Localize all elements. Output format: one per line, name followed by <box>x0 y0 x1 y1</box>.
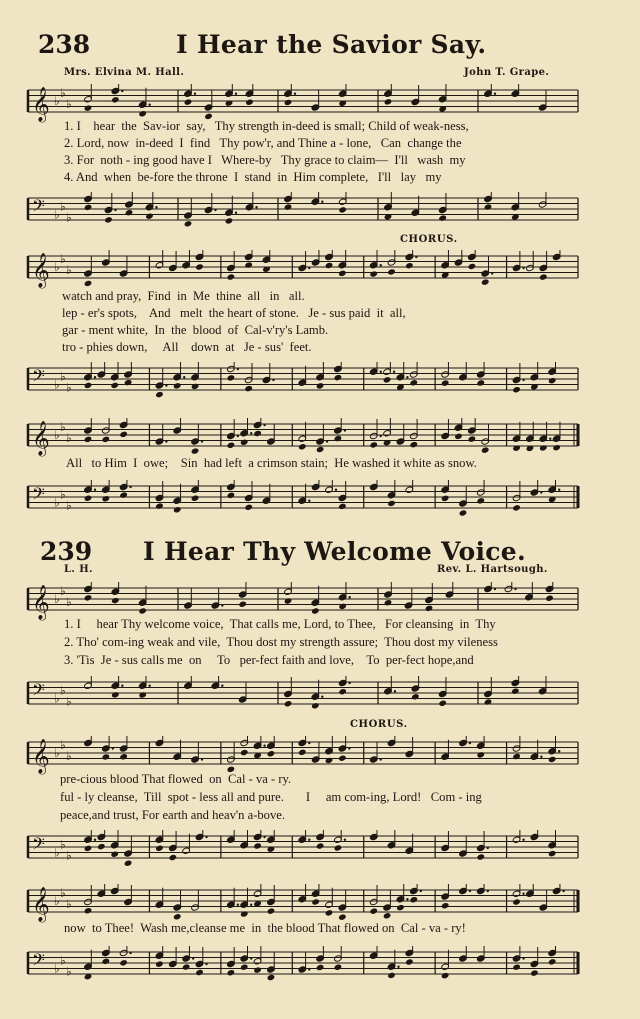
verse-line: peace,and trust, For earth and heav'n a-bove. <box>60 808 286 822</box>
verse-line: pre-cious blood That flowed on Cal - va - ry. <box>60 772 292 786</box>
music-staff <box>0 250 640 288</box>
refrain-line: All to Him I owe; Sin had left a crimson stain; He washed it white as snow. <box>66 456 477 470</box>
music-staff <box>0 946 640 980</box>
svg-text:𝄢: 𝄢 <box>32 833 45 858</box>
music-staff <box>0 362 640 396</box>
verse-line: 3. For noth - ing good have I Where-by Thy grace to claim— I'll wash my <box>64 153 466 167</box>
svg-text:♭: ♭ <box>54 428 60 442</box>
author-credit: Mrs. Elvina M. Hall. <box>64 67 185 78</box>
svg-text:♭: ♭ <box>54 592 60 606</box>
svg-text:♭: ♭ <box>66 964 72 979</box>
verse-line: 1. I hear the Sav-ior say, Thy strength in-deed is small; Child of weak-ness, <box>64 119 469 133</box>
svg-text:♭: ♭ <box>66 380 72 395</box>
svg-text:♭: ♭ <box>66 848 72 863</box>
svg-text:♭: ♭ <box>60 199 66 214</box>
verse-line: gar - ment white, In the blood of Cal-v'ry's Lamb. <box>62 323 329 337</box>
svg-text:♭: ♭ <box>60 369 66 384</box>
svg-text:♭: ♭ <box>54 746 60 760</box>
svg-text:♭: ♭ <box>54 894 60 908</box>
music-staff <box>0 84 640 122</box>
verse-line: 4. And when be-fore the throne I stand in Him complete, I'll lay my <box>64 170 442 184</box>
svg-text:♭: ♭ <box>60 487 66 502</box>
svg-text:♭: ♭ <box>60 85 66 100</box>
svg-text:♭: ♭ <box>54 260 60 274</box>
svg-text:𝄢: 𝄢 <box>32 949 45 974</box>
hymn-title: I Hear the Savior Say. <box>176 30 487 59</box>
verse-line: tro - phies down, All down at Je - sus' feet. <box>62 340 312 354</box>
svg-text:♭: ♭ <box>60 251 66 266</box>
hymn-title: I Hear Thy Welcome Voice. <box>143 537 527 566</box>
music-staff <box>0 830 640 864</box>
verse-line: lep - er's spots, And melt the heart of stone. Je - sus paid it all, <box>62 306 406 320</box>
music-staff <box>0 676 640 710</box>
svg-text:𝄞: 𝄞 <box>32 87 50 122</box>
svg-text:♭: ♭ <box>66 430 72 445</box>
music-staff <box>0 192 640 226</box>
refrain-line: now to Thee! Wash me,cleanse me in the blood That flowed on Cal - va - ry! <box>64 921 466 935</box>
hymn-number: 239 <box>40 537 93 566</box>
composer-credit: John T. Grape. <box>464 67 550 78</box>
svg-text:♭: ♭ <box>54 94 60 108</box>
svg-text:𝄢: 𝄢 <box>32 195 45 220</box>
svg-text:♭: ♭ <box>54 207 60 222</box>
verse-line: ful - ly cleanse, Till spot - less all and pure. I am com-ing, Lord! Com - ing <box>60 790 482 804</box>
svg-text:♭: ♭ <box>54 961 60 976</box>
author-credit: L. H. <box>64 564 93 575</box>
music-staff <box>0 736 640 774</box>
svg-text:𝄞: 𝄞 <box>32 585 50 620</box>
verse-line: 2. Tho' com-ing weak and vile, Thou dost my strength assure; Thou dost my vileness <box>64 635 498 649</box>
svg-text:𝄢: 𝄢 <box>32 365 45 390</box>
svg-text:♭: ♭ <box>54 495 60 510</box>
chorus-label: CHORUS. <box>400 234 458 245</box>
verse-line: 2. Lord, now in-deed I find Thy pow'r, and Thine a - lone, Can change the <box>64 136 462 150</box>
svg-text:♭: ♭ <box>60 419 66 434</box>
svg-text:𝄞: 𝄞 <box>32 739 50 774</box>
svg-text:♭: ♭ <box>66 694 72 709</box>
svg-text:♭: ♭ <box>60 583 66 598</box>
svg-text:𝄞: 𝄞 <box>32 421 50 456</box>
composer-credit: Rev. L. Hartsough. <box>437 564 548 575</box>
svg-text:𝄢: 𝄢 <box>32 483 45 508</box>
svg-text:♭: ♭ <box>66 96 72 111</box>
music-staff <box>0 480 640 514</box>
svg-text:♭: ♭ <box>54 691 60 706</box>
verse-line: watch and pray, Find in Me thine all in all. <box>62 289 305 303</box>
svg-text:♭: ♭ <box>66 896 72 911</box>
svg-text:♭: ♭ <box>54 845 60 860</box>
music-staff <box>0 418 640 456</box>
svg-text:♭: ♭ <box>60 953 66 968</box>
svg-text:♭: ♭ <box>66 262 72 277</box>
svg-text:♭: ♭ <box>54 377 60 392</box>
svg-text:♭: ♭ <box>66 748 72 763</box>
music-staff <box>0 582 640 620</box>
svg-text:♭: ♭ <box>60 837 66 852</box>
chorus-label: CHORUS. <box>350 719 408 730</box>
svg-text:♭: ♭ <box>60 737 66 752</box>
svg-text:♭: ♭ <box>60 683 66 698</box>
svg-text:𝄞: 𝄞 <box>32 253 50 288</box>
verse-line: 3. 'Tis Je - sus calls me on To per-fect faith and love, To per-fect hope,and <box>64 653 474 667</box>
svg-text:♭: ♭ <box>60 885 66 900</box>
svg-text:𝄞: 𝄞 <box>32 887 50 922</box>
svg-text:♭: ♭ <box>66 498 72 513</box>
verse-line: 1. I hear Thy welcome voice, That calls me, Lord, to Thee, For cleansing in Thy <box>64 617 496 631</box>
music-staff <box>0 884 640 922</box>
svg-text:♭: ♭ <box>66 594 72 609</box>
hymn-number: 238 <box>38 30 91 59</box>
svg-text:♭: ♭ <box>66 210 72 225</box>
svg-text:𝄢: 𝄢 <box>32 679 45 704</box>
